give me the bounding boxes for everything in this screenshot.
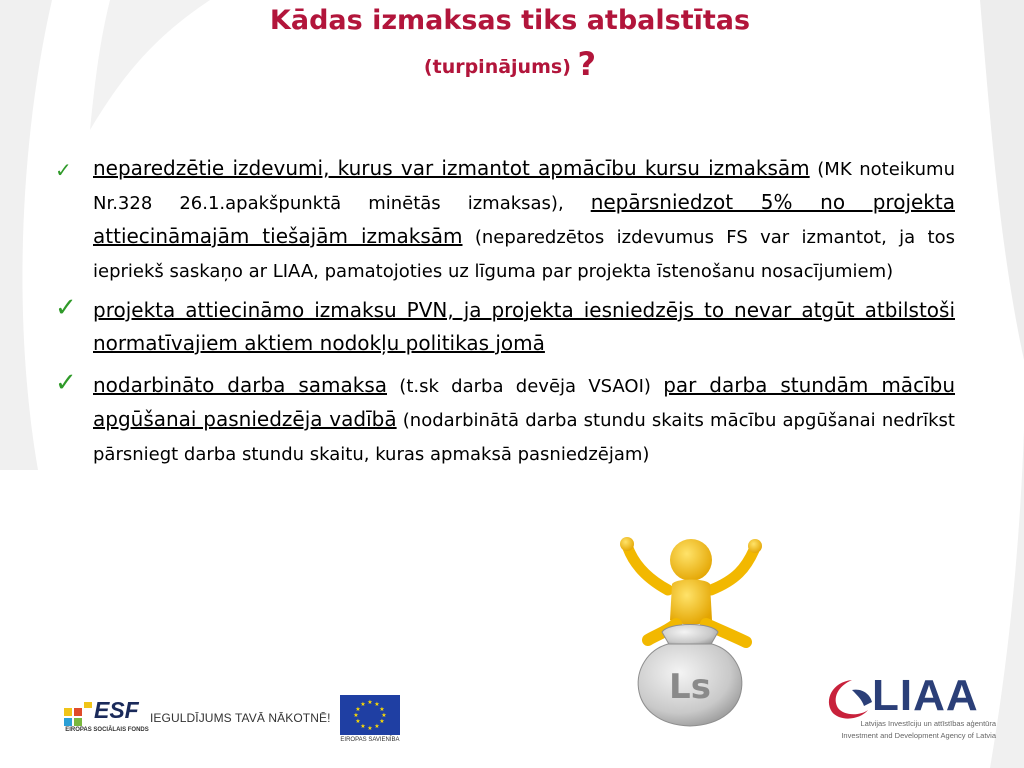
svg-text:★: ★ — [379, 718, 385, 725]
svg-text:★: ★ — [374, 723, 380, 730]
slide-subtitle — [160, 46, 860, 85]
bullet-3-underlined-b: par darba stundām mācību apgūšanai pasniedzēja vadībā — [93, 373, 955, 431]
svg-text:★: ★ — [360, 701, 366, 708]
eu-caption: EIROPAS SAVIENĪBA — [340, 737, 400, 743]
liaa-tagline-lv: Latvijas Investīciju un attīstības aģentūra — [860, 719, 996, 728]
money-bag-figure-illustration — [606, 528, 776, 728]
slide-title: Kādas izmaksas tiks atbalstītas — [269, 5, 751, 36]
bullet-1-text-b: (neparedzētos izdevumus FS var izmantot, ja tos iepriekš saskaņo ar LIAA, pamatojoties uz līguma par projekta īstenošanu nosacījumiem) — [93, 227, 955, 282]
swoosh-right — [980, 0, 1024, 360]
bullet-list — [55, 152, 955, 471]
esf-caption: EIROPAS SOCIĀLAIS FONDS — [65, 727, 149, 733]
bullet-1-underlined-b: nepārsniedzot 5% no projekta attiecināmajām tiešajām izmaksām — [93, 190, 955, 248]
svg-text:★: ★ — [379, 706, 385, 713]
svg-text:★: ★ — [353, 712, 359, 719]
svg-text:★: ★ — [374, 701, 380, 708]
svg-text:★: ★ — [355, 706, 361, 713]
swoosh-left — [0, 0, 52, 470]
swoosh-bottom-right — [990, 430, 1024, 768]
svg-text:★: ★ — [381, 712, 387, 719]
liaa-tagline-en: Investment and Development Agency of Latvia — [841, 731, 996, 740]
svg-text:★: ★ — [355, 718, 361, 725]
svg-text:★: ★ — [367, 699, 373, 706]
footer-slogan: IEGULDĪJUMS TAVĀ NĀKOTNĒ! — [150, 711, 331, 725]
question-mark: ? — [577, 45, 597, 83]
subtitle-text: (turpinājums) — [423, 56, 571, 78]
liaa-logo-text: LIAA — [872, 671, 979, 720]
eu-flag-icon — [340, 695, 400, 735]
bullet-1-underlined-a: neparedzētie izdevumi, kurus var izmantot apmācību kursu izmaksām — [93, 156, 810, 180]
checkmark-icon: ✓ — [55, 293, 77, 323]
bullet-3-text-a: (t.sk darba devēja VSAOI) — [387, 376, 664, 397]
checkmark-icon: ✓ — [55, 368, 77, 398]
svg-text:★: ★ — [360, 723, 366, 730]
liaa-logo-swoosh — [822, 676, 874, 722]
bag-label: Ls — [669, 667, 711, 707]
bullet-item-2 — [55, 294, 955, 360]
bullet-1-text-a: (MK noteikumu Nr.328 26.1.apakšpunktā minētās izmaksas), — [93, 159, 955, 214]
bullet-3-underlined-a: nodarbināto darba samaksa — [93, 373, 387, 397]
svg-text:★: ★ — [367, 725, 373, 732]
bullet-item-3 — [55, 369, 955, 471]
esf-logo-text: ESF — [94, 697, 139, 723]
bullet-3-text-b: (nodarbinātā darba stundu skaits mācību apgūšanai nedrīkst pārsniegt darba stundu skaitu, kuras apmaksā pasniedzējam) — [93, 410, 955, 465]
bullet-item-1 — [55, 152, 955, 288]
bullet-2-underlined: projekta attiecināmo izmaksu PVN, ja projekta iesniedzējs to nevar atgūt atbilstoši normatīvajiem aktiem nodokļu politikas jomā — [93, 298, 955, 355]
checkmark-icon: ✓ — [55, 158, 72, 182]
